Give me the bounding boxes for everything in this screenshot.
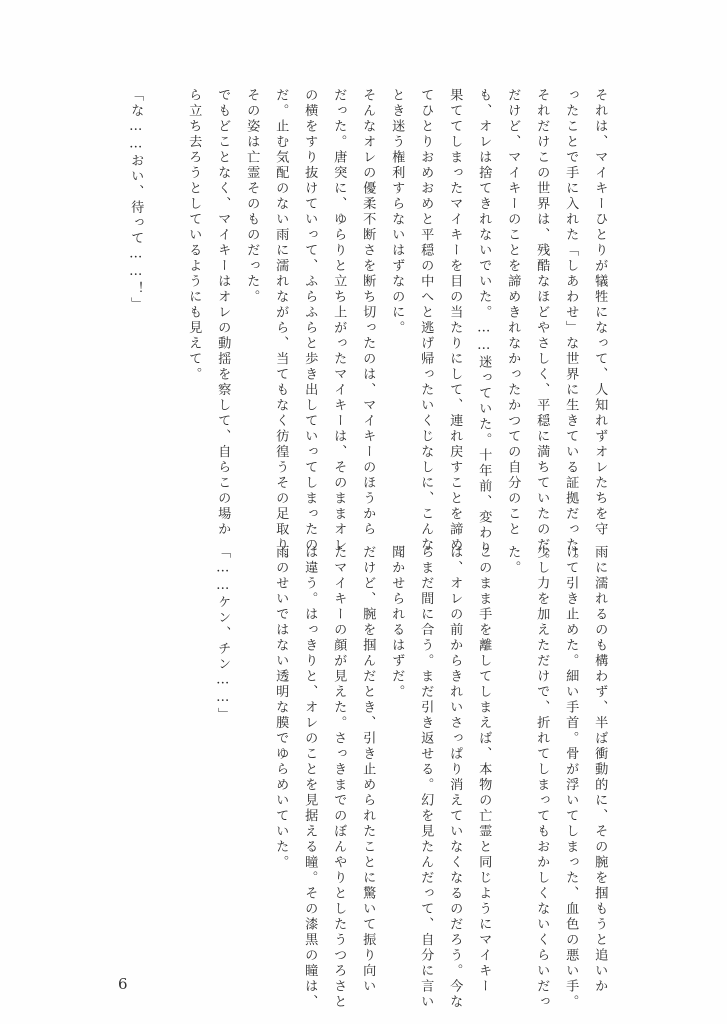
text-column: は、オレの前からきれいさっぱり消えていなくなるのだろう。今な — [447, 545, 463, 1010]
text-column: 少し力を加えただけで、折れてしまってもおかしくないくらいだっ — [534, 545, 550, 1010]
text-column: も、オレは捨てきれないでいた。……迷っていた。十年前、変わり — [476, 88, 492, 557]
text-column: だ。止む気配のない雨に濡れながら、当てもなく彷徨うその足取り。 — [273, 88, 289, 569]
text-column: けて引き止めた。細い手首。骨が浮いてしまった、血色の悪い手。 — [563, 545, 579, 1010]
text-column: ったことで手に入れた「しあわせ」な世界に生きている証拠だった。 — [563, 88, 579, 569]
text-column: でもどことなく、マイキーはオレの動揺を察して、自らこの場か — [215, 88, 231, 538]
dialogue-column: 「……ケン、チン……」 — [215, 545, 231, 723]
text-column: ら立ち去ろうとしているようにも見えて。 — [186, 88, 202, 383]
text-column: それだけこの世界は、残酷なほどやさしく、平穏に満ちていたのだ。 — [534, 88, 550, 569]
text-column: だけど、腕を掴んだとき、引き止められたことに驚いて振り向い — [360, 545, 376, 995]
dialogue-column: 「な……おい、待って……！」 — [128, 88, 144, 313]
text-column: 雨に濡れるのも構わず、半ば衝動的に、その腕を掴もうと追いか — [592, 545, 608, 995]
text-column: てひとりおめおめと平穏の中へと逃げ帰ったいくじなしに、こんな — [418, 88, 434, 553]
text-column: 雨のせいではない透明な膜でゆらめいていた。 — [273, 545, 289, 871]
text-column: だけど、マイキーのことを諦めきれなかったかつての自分のこと — [505, 88, 521, 538]
text-column: の横をすり抜けていって、ふらふらと歩き出していってしまったの — [302, 88, 318, 553]
text-column: た。 — [505, 545, 521, 576]
text-column: そんなオレの優柔不断さを断ち切ったのは、マイキーのほうから — [360, 88, 376, 538]
text-column: このまま手を離してしまえば、本物の亡霊と同じようにマイキー — [476, 545, 492, 995]
text-column: それは、マイキーひとりが犠牲になって、人知れずオレたちを守 — [592, 88, 608, 538]
text-column: は違う。はっきりと、オレのことを見据える瞳。その漆黒の瞳は、 — [302, 545, 318, 1010]
text-column: その姿は亡霊そのものだった。 — [244, 88, 260, 305]
text-column: 聞かせられるはずだ。 — [389, 545, 405, 700]
text-column: たマイキーの顔が見えた。さっきまでのぼんやりとしたうつろさと — [331, 545, 347, 1010]
page-number: 6 — [118, 975, 128, 993]
text-column: だった。唐突に、ゆらりと立ち上がったマイキーは、そのままオレ — [331, 88, 347, 553]
text-column: とき迷う権利すらないはずなのに。 — [389, 88, 405, 336]
text-column: らまだ間に合う。まだ引き返せる。幻を見たんだって、自分に言い — [418, 545, 434, 1010]
text-column: 果ててしまったマイキーを目の当たりにして、連れ戻すことを諦め — [447, 88, 463, 553]
